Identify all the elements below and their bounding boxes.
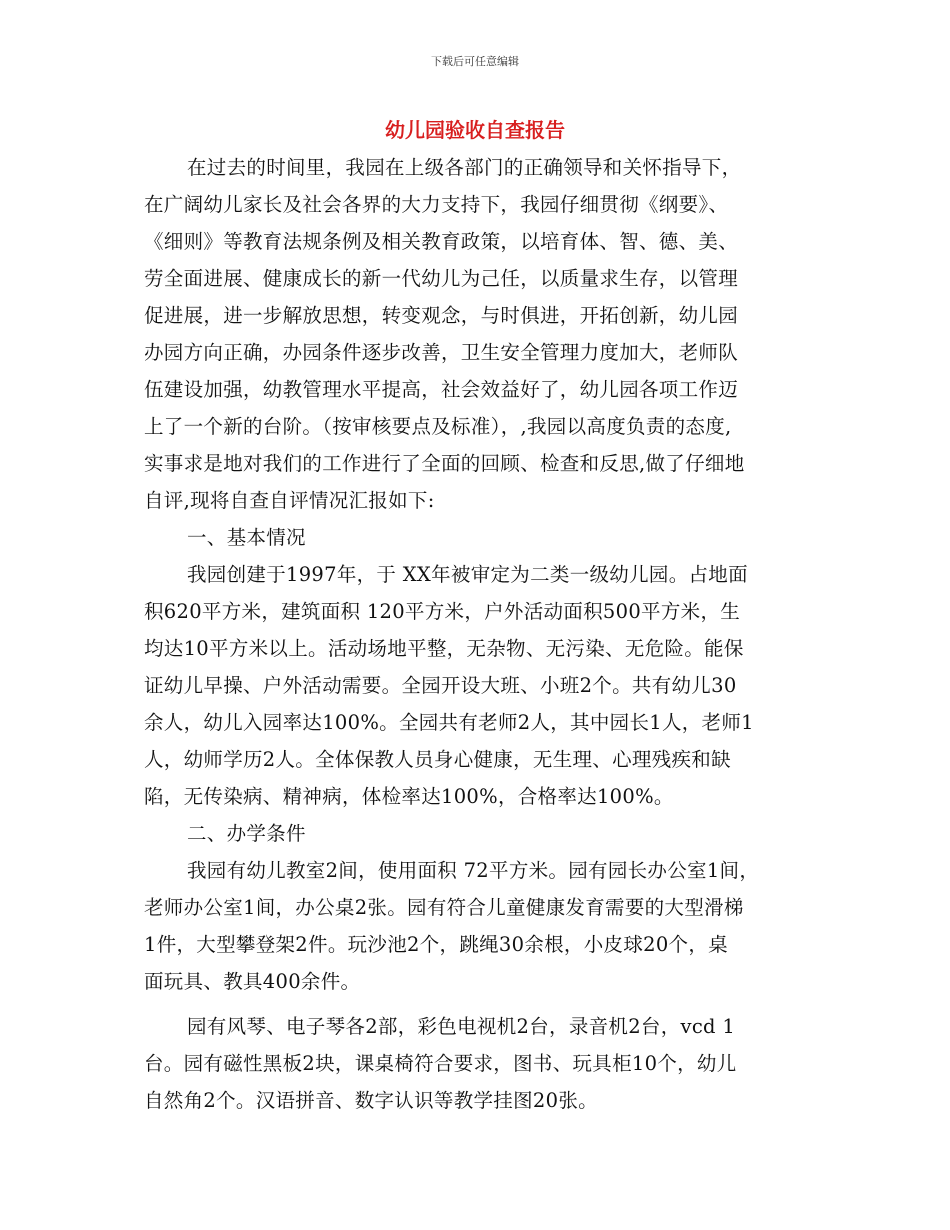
paragraph-line: 余人，幼儿入园率达100%。全园共有老师2人，其中园长1人，老师1 (144, 711, 754, 734)
paragraph-line: 台。园有磁性黑板2块，课桌椅符合要求，图书、玩具柜10个，幼儿 (144, 1052, 737, 1075)
paragraph-line: 促进展，进一步解放思想，转变观念，与时俱进，开拓创新，幼儿园 (144, 304, 739, 327)
paragraph-line: 劳全面进展、健康成长的新一代幼儿为己任，以质量求生存，以管理 (144, 267, 739, 290)
header-note: 下载后可任意编辑 (431, 55, 519, 68)
paragraph-line: 《细则》等教育法规条例及相关教育政策，以培育体、智、德、美、 (144, 230, 739, 253)
paragraph-line: 自然角2个。汉语拼音、数字认识等教学挂图20张。 (144, 1089, 598, 1112)
paragraph-line: 自评,现将自查自评情况汇报如下: (144, 489, 435, 512)
paragraph-line: 人，幼师学历2人。全体保教人员身心健康，无生理、心理残疾和缺 (144, 748, 731, 771)
paragraph-line: 1件，大型攀登架2件。玩沙池2个，跳绳30余根，小皮球20个，桌 (144, 933, 728, 956)
paragraph-line: 面玩具、教具400余件。 (144, 970, 361, 993)
paragraph-line: 在广阔幼儿家长及社会各界的大力支持下，我园仔细贯彻《纲要》、 (144, 193, 729, 216)
section-heading: 一、基本情况 (187, 526, 306, 549)
paragraph-line: 上了一个新的台阶。（按审核要点及标准），,我园以高度负责的态度, (144, 415, 732, 438)
paragraph-line: 我园创建于1997年，于 XX年被审定为二类一级幼儿园。占地面 (187, 563, 748, 586)
paragraph-line: 证幼儿早操、户外活动需要。全园开设大班、小班2个。共有幼儿30 (144, 674, 737, 697)
section-heading: 二、办学条件 (187, 822, 306, 845)
paragraph-line: 我园有幼儿教室2间，使用面积 72平方米。园有园长办公室1间， (187, 859, 760, 882)
paragraph-line: 陷，无传染病、精神病，体检率达100%，合格率达100%。 (144, 785, 674, 808)
paragraph-line: 伍建设加强，幼教管理水平提高，社会效益好了，幼儿园各项工作迈 (144, 378, 739, 401)
paragraph-line: 办园方向正确，办园条件逐步改善，卫生安全管理力度加大，老师队 (144, 341, 739, 364)
paragraph-line: 园有风琴、电子琴各2部，彩色电视机2台，录音机2台，vcd 1 (187, 1015, 736, 1038)
paragraph-line: 均达10平方米以上。活动场地平整，无杂物、无污染、无危险。能保 (144, 637, 744, 660)
document-title: 幼儿园验收自查报告 (385, 118, 565, 142)
paragraph-line: 实事求是地对我们的工作进行了全面的回顾、检查和反思,做了仔细地 (144, 452, 745, 475)
paragraph-line: 积620平方米，建筑面积 120平方米，户外活动面积500平方米，生 (144, 600, 741, 623)
paragraph-line: 在过去的时间里，我园在上级各部门的正确领导和关怀指导下， (187, 156, 742, 179)
paragraph-line: 老师办公室1间，办公桌2张。园有符合儿童健康发育需要的大型滑梯 (144, 896, 744, 919)
